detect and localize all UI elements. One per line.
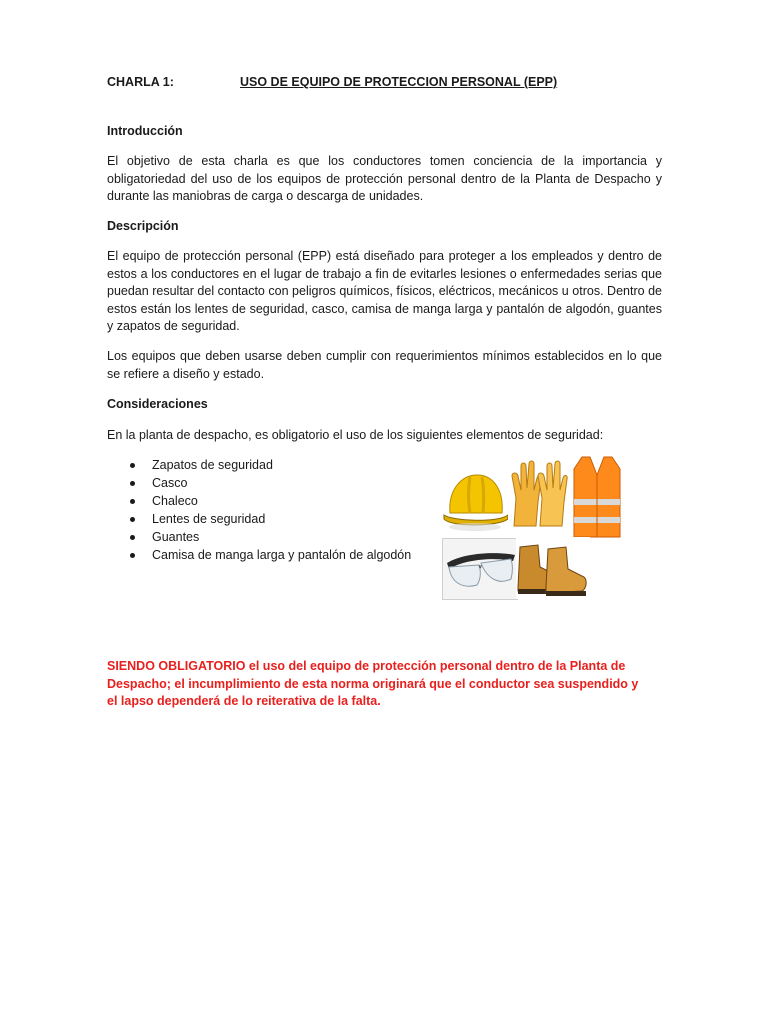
safety-glasses-image: [442, 538, 518, 600]
list-item: Camisa de manga larga y pantalón de algodón: [130, 546, 411, 564]
talk-number-label: CHARLA 1:: [107, 75, 174, 89]
list-item: Guantes: [130, 528, 411, 546]
list-item: Lentes de seguridad: [130, 510, 411, 528]
hard-hat-image: [442, 461, 508, 537]
gloves-image: [508, 458, 570, 530]
list-item: Chaleco: [130, 492, 411, 510]
required-equipment-list: [130, 456, 411, 564]
intro-paragraph: El objetivo de esta charla es que los conductores tomen conciencia de la importancia y obligatoriedad del uso de los equipos de protección personal dentro de la Planta de Despacho y durante las maniobras de carga o descarga de unidades.: [107, 154, 662, 203]
talk-title: USO DE EQUIPO DE PROTECCION PERSONAL (EPP): [240, 75, 558, 89]
list-item: Zapatos de seguridad: [130, 456, 411, 474]
description-paragraph-2: Los equipos que deben usarse deben cumplir con requerimientos mínimos establecidos en lo que se refiere a diseño y estado.: [107, 349, 662, 381]
description-heading: Descripción: [107, 219, 179, 233]
considerations-intro: En la planta de despacho, es obligatorio el uso de los siguientes elementos de seguridad:: [107, 428, 604, 442]
description-paragraph-1: El equipo de protección personal (EPP) está diseñado para proteger a los empleados y dentro de estos a los conductores en el lugar de trabajo a fin de evitarles lesiones o enfermedades serias que puedan resultar del contacto con peligros químicos, físicos, eléctricos, mecánicos u otros. Dentro de estos están los lentes de seguridad, casco, camisa de manga larga y pantalón de algodón, guantes y zapatos de seguridad.: [107, 249, 662, 333]
considerations-heading: Consideraciones: [107, 397, 208, 411]
warning-lead: SIENDO OBLIGATORIO: [107, 659, 246, 673]
safety-boots-image: [516, 537, 590, 599]
list-item: Casco: [130, 474, 411, 492]
safety-vest-image: [572, 455, 622, 539]
mandatory-warning: [107, 658, 647, 711]
document-header: [107, 75, 667, 93]
intro-heading: Introducción: [107, 124, 183, 138]
warning-text: el uso del equipo de protección personal dentro de la Planta de Despacho; el incumplimiento de esta norma originará que el conductor sea suspendido y el lapso dependerá de lo reiterativa de la falta.: [107, 659, 639, 708]
